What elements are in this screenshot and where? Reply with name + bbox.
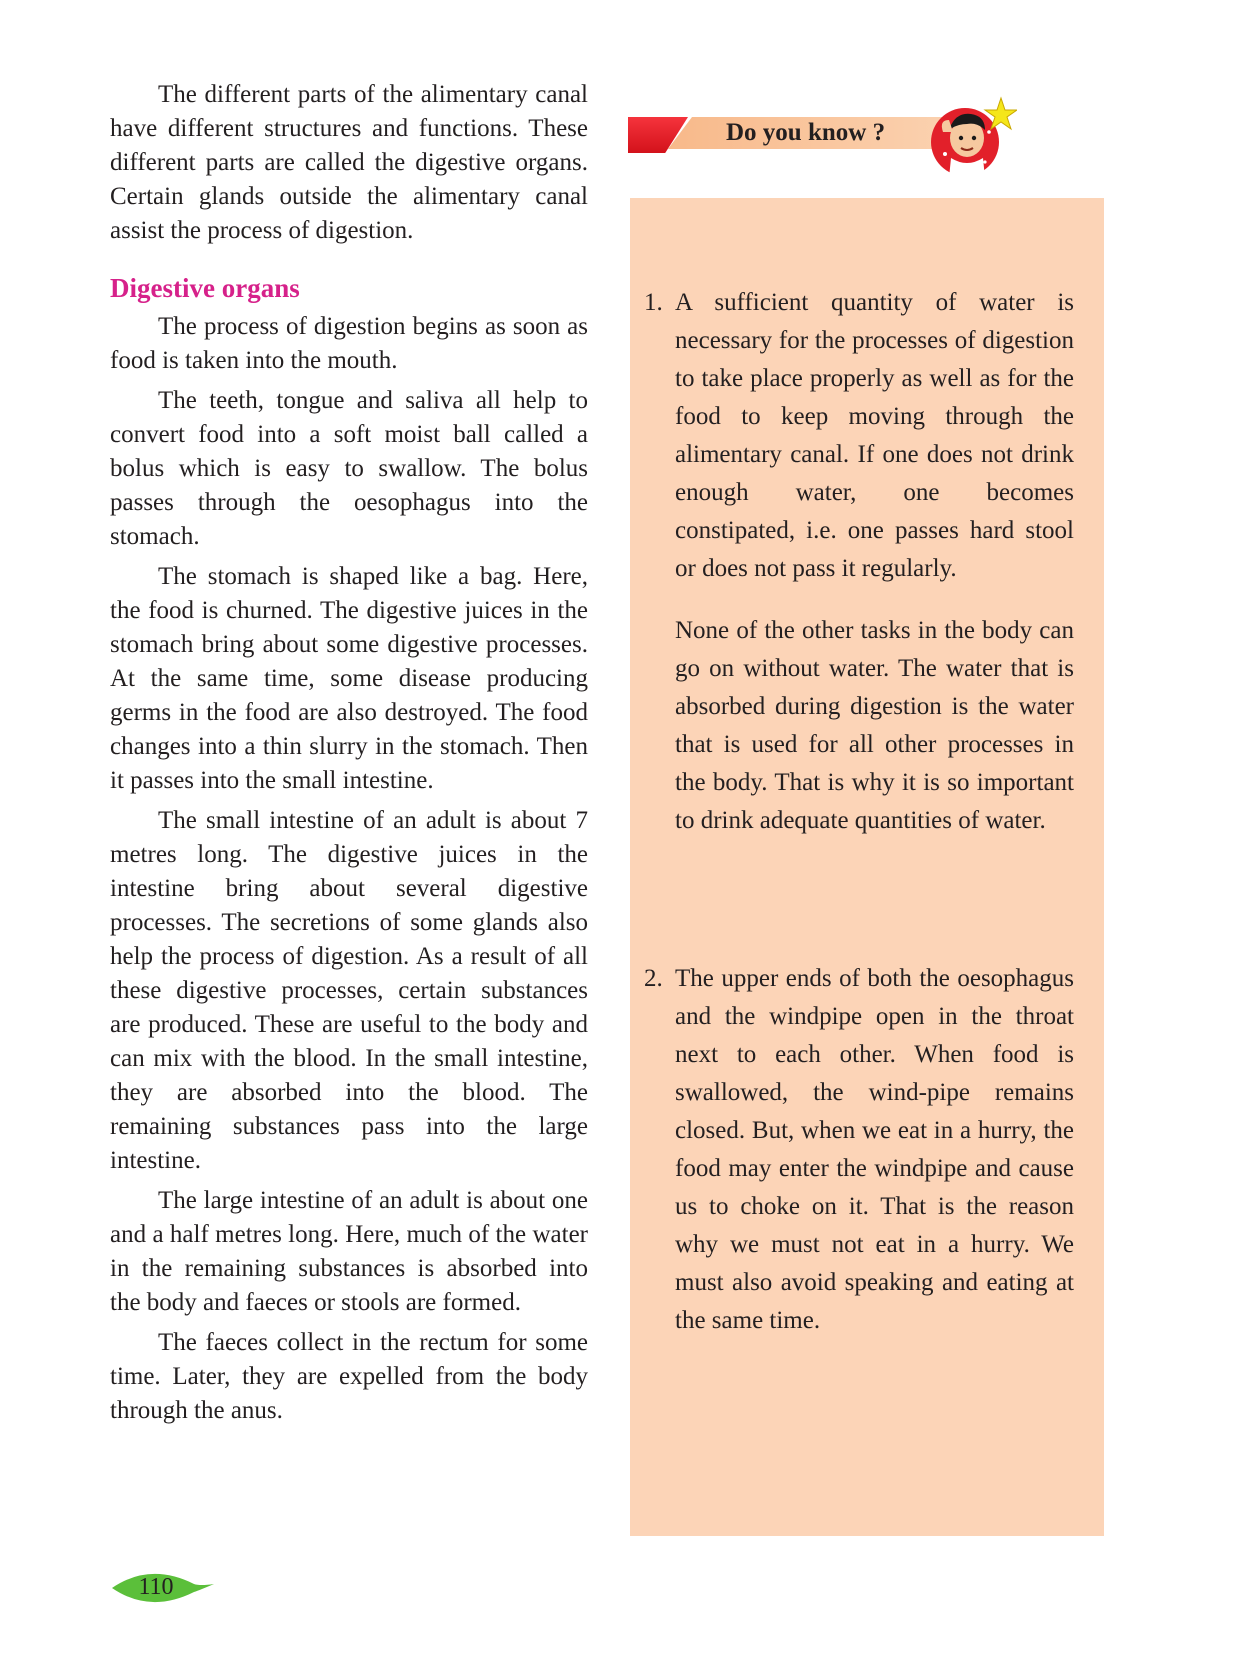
body-paragraph: The small intestine of an adult is about 7 metres long. The digestive juices in the intestine bring about several digestive processes. The secretions of some glands also help the process of digestion. As a result of all these digestive processes, certain substances are produced. These are useful to the body and can mix with the blood. In the small intestine, they are absorbed into the blood. The remaining substances pass into the large intestine. — [110, 807, 588, 1174]
body-paragraph: The large intestine of an adult is about one and a half metres long. Here, much of the water in the remaining substances is absorbed into the body and faeces or stools are formed. — [110, 1187, 588, 1316]
page-number-badge — [110, 1568, 214, 1608]
do-you-know-title: Do you know ? — [726, 119, 886, 146]
fact-item — [644, 284, 1074, 840]
fact-number: 1. — [644, 289, 663, 316]
page-number: 110 — [138, 1574, 174, 1600]
fact-number: 2. — [644, 965, 663, 992]
fact-paragraph: A sufficient quantity of water is necessary for the processes of digestion to take place properly as well as for the food to keep moving through the alimentary canal. If one does not drink enough water, one becomes constipated, i.e. one passes hard stool or does not pass it regularly. — [675, 289, 1074, 582]
body-paragraph: The process of digestion begins as soon as food is taken into the mouth. — [110, 313, 588, 374]
intro-paragraph: The different parts of the alimentary canal have different structures and functions. These different parts are called the digestive organs. Certain glands outside the alimentary canal assist the process of digestion. — [110, 81, 588, 244]
thinking-boy-icon — [925, 92, 1017, 180]
section-heading: Digestive organs — [110, 273, 300, 303]
fact-paragraph: The upper ends of both the oesophagus and the windpipe open in the throat next to each other. When food is swallowed, the wind-pipe remains closed. But, when we eat in a hurry, the food may enter the windpipe and cause us to choke on it. That is the reason why we must not eat in a hurry. We must also avoid speaking and eating at the same time. — [675, 965, 1074, 1334]
fact-paragraph: None of the other tasks in the body can go on without water. The water that is absorbed during digestion is the water that is used for all other processes in the body. That is why it is so important to drink adequate quantities of water. — [675, 617, 1074, 834]
body-paragraph: The stomach is shaped like a bag. Here, the food is churned. The digestive juices in the stomach bring about some digestive processes. At the same time, some disease producing germs in the food are also destroyed. The food changes into a thin slurry in the stomach. Then it passes into the small intestine. — [110, 563, 588, 794]
fact-item — [644, 960, 1074, 1340]
main-text-column — [110, 78, 588, 1434]
body-paragraph: The teeth, tongue and saliva all help to convert food into a soft moist ball called a bolus which is easy to swallow. The bolus passes through the oesophagus into the stomach. — [110, 387, 588, 550]
body-paragraph: The faeces collect in the rectum for some time. Later, they are expelled from the body through the anus. — [110, 1329, 588, 1424]
